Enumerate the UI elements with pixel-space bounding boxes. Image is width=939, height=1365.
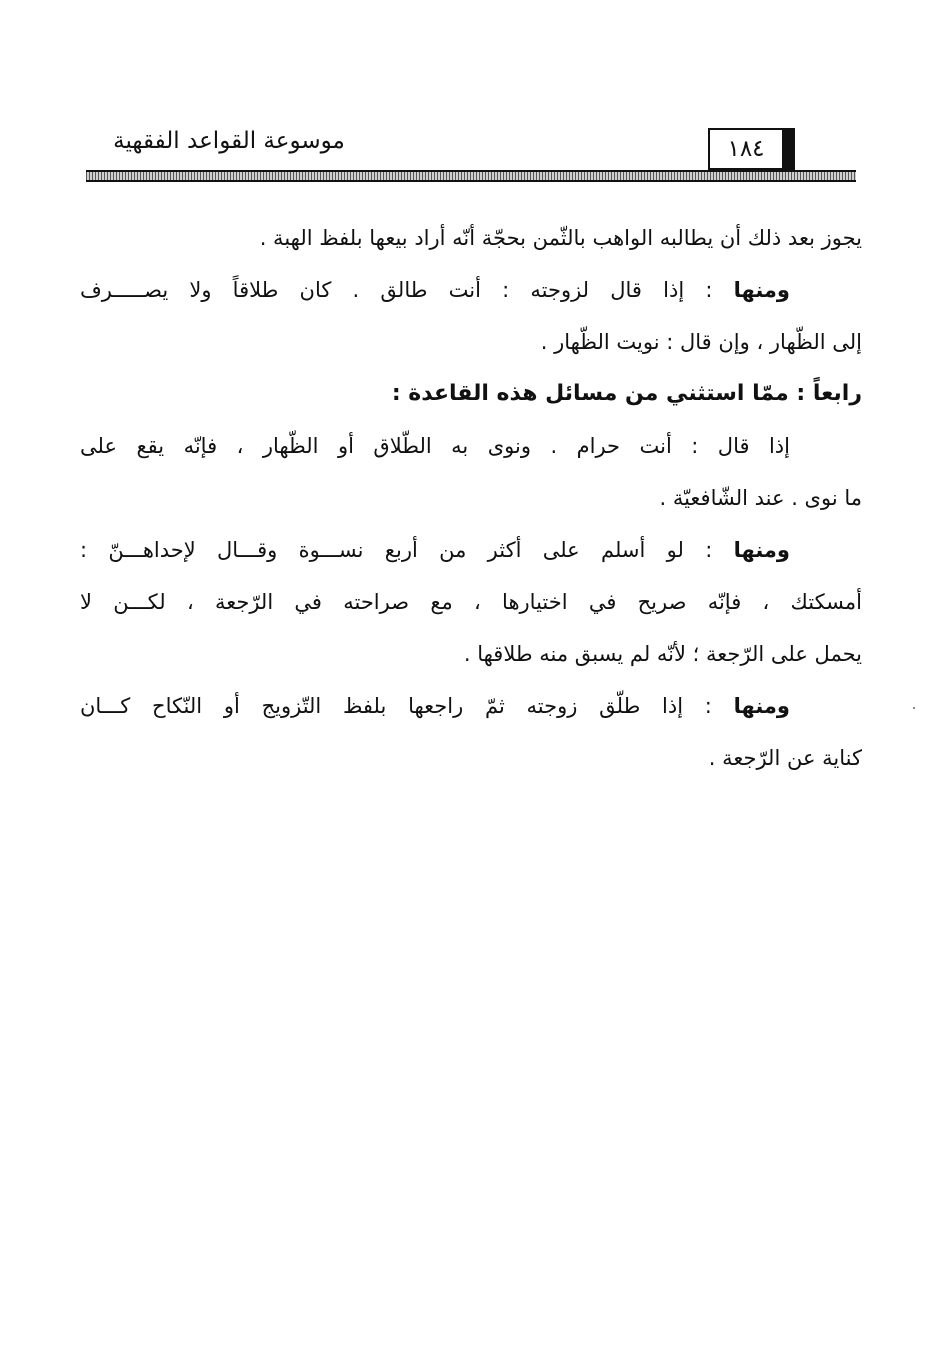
line-text: أمسكتك ، فإنّه صريح في اختيارها ، مع صراحته في الرّجعة ، لكـــن لا bbox=[80, 590, 862, 614]
text-line bbox=[80, 212, 862, 264]
lead-word: ومنها bbox=[733, 278, 790, 302]
line-text: إلى الظّهار ، وإن قال : نويت الظّهار . bbox=[540, 330, 862, 354]
text-line bbox=[80, 420, 862, 472]
lead-word: ومنها bbox=[733, 694, 790, 718]
header-rule bbox=[86, 170, 856, 182]
lead-word: ومنها bbox=[733, 538, 790, 562]
line-text: يجوز بعد ذلك أن يطالبه الواهب بالثّمن بحجّة أنّه أراد بيعها بلفظ الهبة . bbox=[259, 226, 862, 250]
page-number-bar bbox=[784, 128, 795, 174]
text-line bbox=[80, 316, 862, 368]
line-text: : لو أسلم على أكثر من أربع نســـوة وقـــال لإحداهـــنّ : bbox=[80, 538, 734, 562]
line-text: : إذا طلّق زوجته ثمّ راجعها بلفظ التّزويج أو النّكاح كـــان bbox=[80, 694, 734, 718]
line-text: : إذا قال لزوجته : أنت طالق . كان طلاقاً ولا يصـــــرف bbox=[80, 278, 734, 302]
text-line bbox=[80, 732, 862, 784]
text-line bbox=[80, 628, 862, 680]
line-text: ما نوى . عند الشّافعيّة . bbox=[659, 486, 862, 510]
scan-speck bbox=[913, 707, 915, 709]
text-line bbox=[80, 524, 862, 576]
line-text: كناية عن الرّجعة . bbox=[708, 746, 862, 770]
running-title: موسوعة القواعد الفقهية bbox=[113, 128, 345, 154]
line-text: إذا قال : أنت حرام . ونوى به الطّلاق أو الظّهار ، فإنّه يقع على bbox=[80, 434, 790, 458]
section-heading bbox=[80, 368, 862, 420]
body-text bbox=[80, 212, 862, 784]
page-number: ١٨٤ bbox=[708, 128, 784, 170]
line-text: يحمل على الرّجعة ؛ لأنّه لم يسبق منه طلاقها . bbox=[463, 642, 862, 666]
text-line bbox=[80, 576, 862, 628]
text-line bbox=[80, 472, 862, 524]
text-line bbox=[80, 680, 862, 732]
heading-text: رابعاً : ممّا استثني من مسائل هذه القاعدة : bbox=[391, 381, 862, 406]
text-line bbox=[80, 264, 862, 316]
